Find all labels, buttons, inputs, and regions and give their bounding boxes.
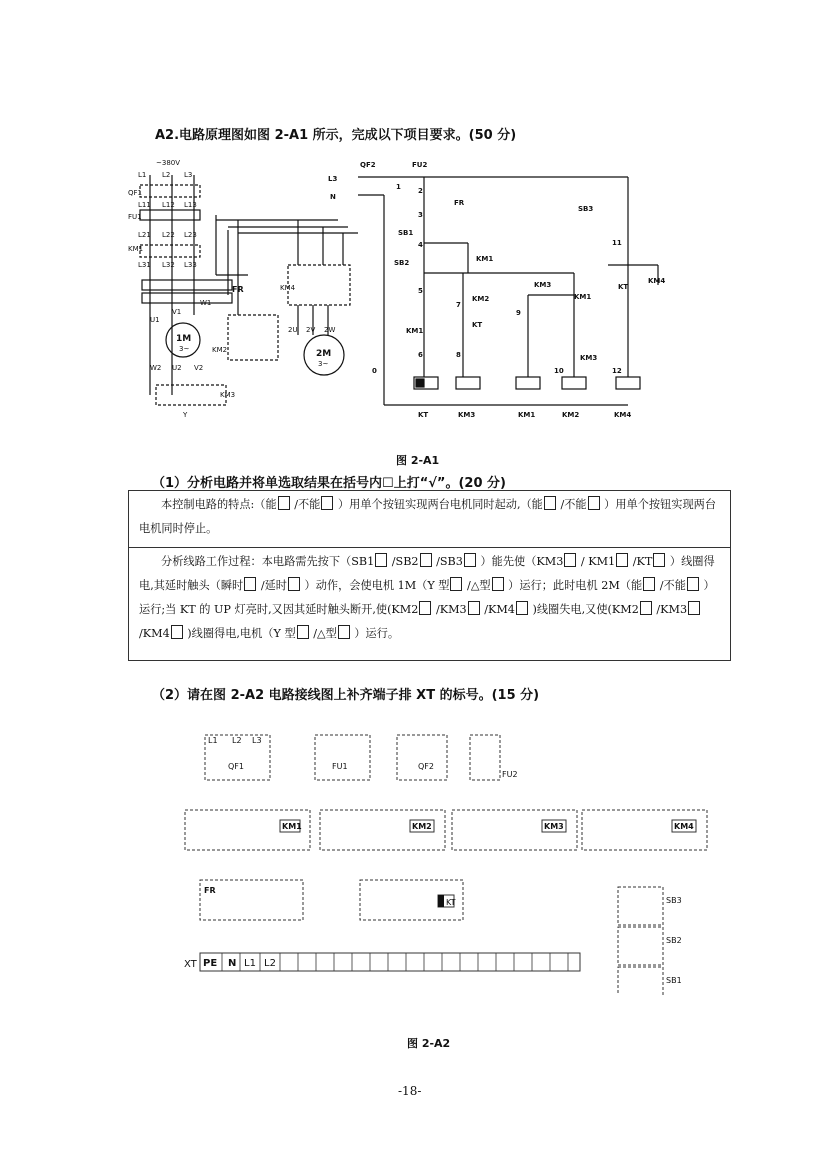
svg-text:W2: W2	[150, 364, 162, 372]
checkbox[interactable]	[375, 553, 387, 567]
checkbox[interactable]	[688, 601, 700, 615]
svg-text:0: 0	[372, 367, 377, 375]
svg-text:KT: KT	[618, 283, 629, 291]
svg-text:SB2: SB2	[394, 259, 410, 267]
svg-text:L33: L33	[184, 261, 197, 269]
svg-text:L1: L1	[244, 958, 256, 969]
svg-text:V2: V2	[194, 364, 204, 372]
svg-text:3~: 3~	[179, 345, 190, 353]
checkbox[interactable]	[171, 625, 183, 639]
svg-text:12: 12	[612, 367, 622, 375]
checkbox[interactable]	[244, 577, 256, 591]
svg-text:KM1: KM1	[476, 255, 494, 263]
answer-box-1: 本控制电路的特点:（能 /不能 ）用单个按钮实现两台电机同时起动,（能 /不能 ）用单个按钮实现两台电机同时停止。	[128, 490, 731, 548]
part1-heading: （1）分析电路并将单选取结果在括号内☐上打“√”。(20 分)	[152, 476, 506, 491]
svg-text:3~: 3~	[318, 360, 329, 368]
svg-text:KM1: KM1	[128, 245, 144, 253]
checkbox[interactable]	[687, 577, 699, 591]
svg-text:6: 6	[418, 351, 423, 359]
svg-text:KM1: KM1	[282, 822, 302, 831]
svg-text:L23: L23	[184, 231, 197, 239]
checkbox[interactable]	[278, 496, 290, 510]
svg-text:8: 8	[456, 351, 461, 359]
svg-text:FU1: FU1	[332, 762, 348, 771]
svg-text:L1: L1	[138, 171, 147, 179]
svg-text:FR: FR	[204, 886, 216, 895]
checkbox[interactable]	[338, 625, 350, 639]
svg-text:L3: L3	[252, 736, 262, 745]
svg-text:L3: L3	[328, 175, 338, 183]
svg-text:QF2: QF2	[418, 762, 434, 771]
checkbox[interactable]	[544, 496, 556, 510]
svg-text:KM2: KM2	[562, 411, 580, 419]
figure-caption-2-a1: 图 2-A1	[396, 454, 440, 467]
checkbox[interactable]	[464, 553, 476, 567]
svg-text:KM3: KM3	[458, 411, 476, 419]
svg-text:SB3: SB3	[578, 205, 594, 213]
svg-text:L21: L21	[138, 231, 151, 239]
svg-text:QF1: QF1	[228, 762, 244, 771]
checkbox[interactable]	[616, 553, 628, 567]
svg-text:KM2: KM2	[412, 822, 432, 831]
wiring-diagram-2-a2	[180, 725, 720, 995]
svg-text:9: 9	[516, 309, 521, 317]
svg-text:KT: KT	[446, 898, 456, 907]
svg-text:11: 11	[612, 239, 622, 247]
svg-text:FU1: FU1	[128, 213, 142, 221]
svg-text:PE: PE	[203, 958, 218, 969]
answer-box-2: 分析线路工作过程：本电路需先按下（SB1 /SB2 /SB3 ）能先使（KM3 / KM1 /KT ）线圈得电,其延时触头（瞬时 /延时 ）动作，会使电机 1M（Y 型 /△型 ）运行；此时电机 2M（能 /不能 ）运行;当 KT 的 UP 灯亮时,又因其延时触头断开,使(KM2 /KM3 /KM4 )线圈失电,又使(KM2 /KM3 /KM4 )线圈得电,电机（Y 型 /△型 ）运行。	[128, 547, 731, 661]
svg-text:U2: U2	[172, 364, 182, 372]
checkbox[interactable]	[643, 577, 655, 591]
checkbox[interactable]	[468, 601, 480, 615]
svg-text:L12: L12	[162, 201, 175, 209]
svg-text:2V: 2V	[306, 326, 316, 334]
part2-heading: （2）请在图 2-A2 电路接线图上补齐端子排 XT 的标号。(15 分)	[152, 688, 540, 703]
svg-text:KM4: KM4	[674, 822, 694, 831]
svg-text:L2: L2	[264, 958, 276, 969]
checkbox[interactable]	[288, 577, 300, 591]
svg-text:L22: L22	[162, 231, 175, 239]
svg-text:FR: FR	[454, 199, 465, 207]
question-title: A2.电路原理图如图 2-A1 所示，完成以下项目要求。(50 分)	[155, 128, 517, 143]
svg-text:KM2: KM2	[212, 346, 228, 354]
power-label-380v: ~380V	[156, 159, 181, 167]
svg-text:W1: W1	[200, 299, 212, 307]
svg-text:2: 2	[418, 187, 423, 195]
checkbox[interactable]	[450, 577, 462, 591]
svg-text:QF1: QF1	[128, 189, 142, 197]
svg-text:L2: L2	[232, 736, 242, 745]
svg-text:2W: 2W	[324, 326, 336, 334]
svg-text:SB1: SB1	[398, 229, 414, 237]
svg-text:KM3: KM3	[544, 822, 564, 831]
svg-text:FU2: FU2	[412, 161, 428, 169]
figure-caption-2-a2: 图 2-A2	[407, 1037, 451, 1050]
checkbox[interactable]	[321, 496, 333, 510]
checkbox[interactable]	[564, 553, 576, 567]
svg-text:SB2: SB2	[666, 936, 682, 945]
checkbox[interactable]	[516, 601, 528, 615]
svg-text:XT: XT	[184, 959, 197, 970]
svg-text:L2: L2	[162, 171, 171, 179]
svg-text:L13: L13	[184, 201, 197, 209]
svg-text:KM1: KM1	[406, 327, 424, 335]
svg-text:10: 10	[554, 367, 564, 375]
svg-text:L31: L31	[138, 261, 151, 269]
svg-text:1: 1	[396, 183, 401, 191]
svg-text:4: 4	[418, 241, 423, 249]
svg-text:Y: Y	[183, 411, 188, 419]
svg-text:KM2: KM2	[472, 295, 490, 303]
svg-text:FU2: FU2	[502, 770, 518, 779]
svg-text:L1: L1	[208, 736, 218, 745]
svg-text:3: 3	[418, 211, 423, 219]
checkbox[interactable]	[492, 577, 504, 591]
svg-text:KM3: KM3	[580, 354, 598, 362]
svg-text:QF2: QF2	[360, 161, 376, 169]
checkbox[interactable]	[640, 601, 652, 615]
svg-text:2U: 2U	[288, 326, 298, 334]
svg-text:SB3: SB3	[666, 896, 682, 905]
svg-text:L32: L32	[162, 261, 175, 269]
svg-text:KM3: KM3	[220, 391, 236, 399]
checkbox[interactable]	[297, 625, 309, 639]
svg-text:FR: FR	[232, 285, 244, 294]
svg-text:1M: 1M	[176, 334, 192, 344]
svg-text:KT: KT	[418, 411, 429, 419]
svg-text:L11: L11	[138, 201, 151, 209]
circuit-diagram-2-a1	[128, 155, 688, 425]
svg-text:KM4: KM4	[648, 277, 666, 285]
checkbox[interactable]	[419, 601, 431, 615]
svg-text:KM1: KM1	[574, 293, 592, 301]
checkbox[interactable]	[653, 553, 665, 567]
svg-text:KM1: KM1	[518, 411, 536, 419]
checkbox[interactable]	[420, 553, 432, 567]
svg-text:SB1: SB1	[666, 976, 682, 985]
svg-text:KM3: KM3	[534, 281, 552, 289]
svg-text:KT: KT	[472, 321, 483, 329]
checkbox[interactable]	[588, 496, 600, 510]
svg-text:U1: U1	[150, 316, 160, 324]
svg-text:N: N	[330, 193, 336, 201]
svg-text:5: 5	[418, 287, 423, 295]
svg-text:KM4: KM4	[614, 411, 632, 419]
svg-text:N: N	[228, 958, 237, 969]
svg-text:KM4: KM4	[280, 284, 296, 292]
page-number: -18-	[398, 1084, 422, 1098]
svg-text:7: 7	[456, 301, 461, 309]
svg-text:L3: L3	[184, 171, 193, 179]
svg-text:2M: 2M	[316, 349, 332, 359]
svg-text:V1: V1	[172, 308, 182, 316]
